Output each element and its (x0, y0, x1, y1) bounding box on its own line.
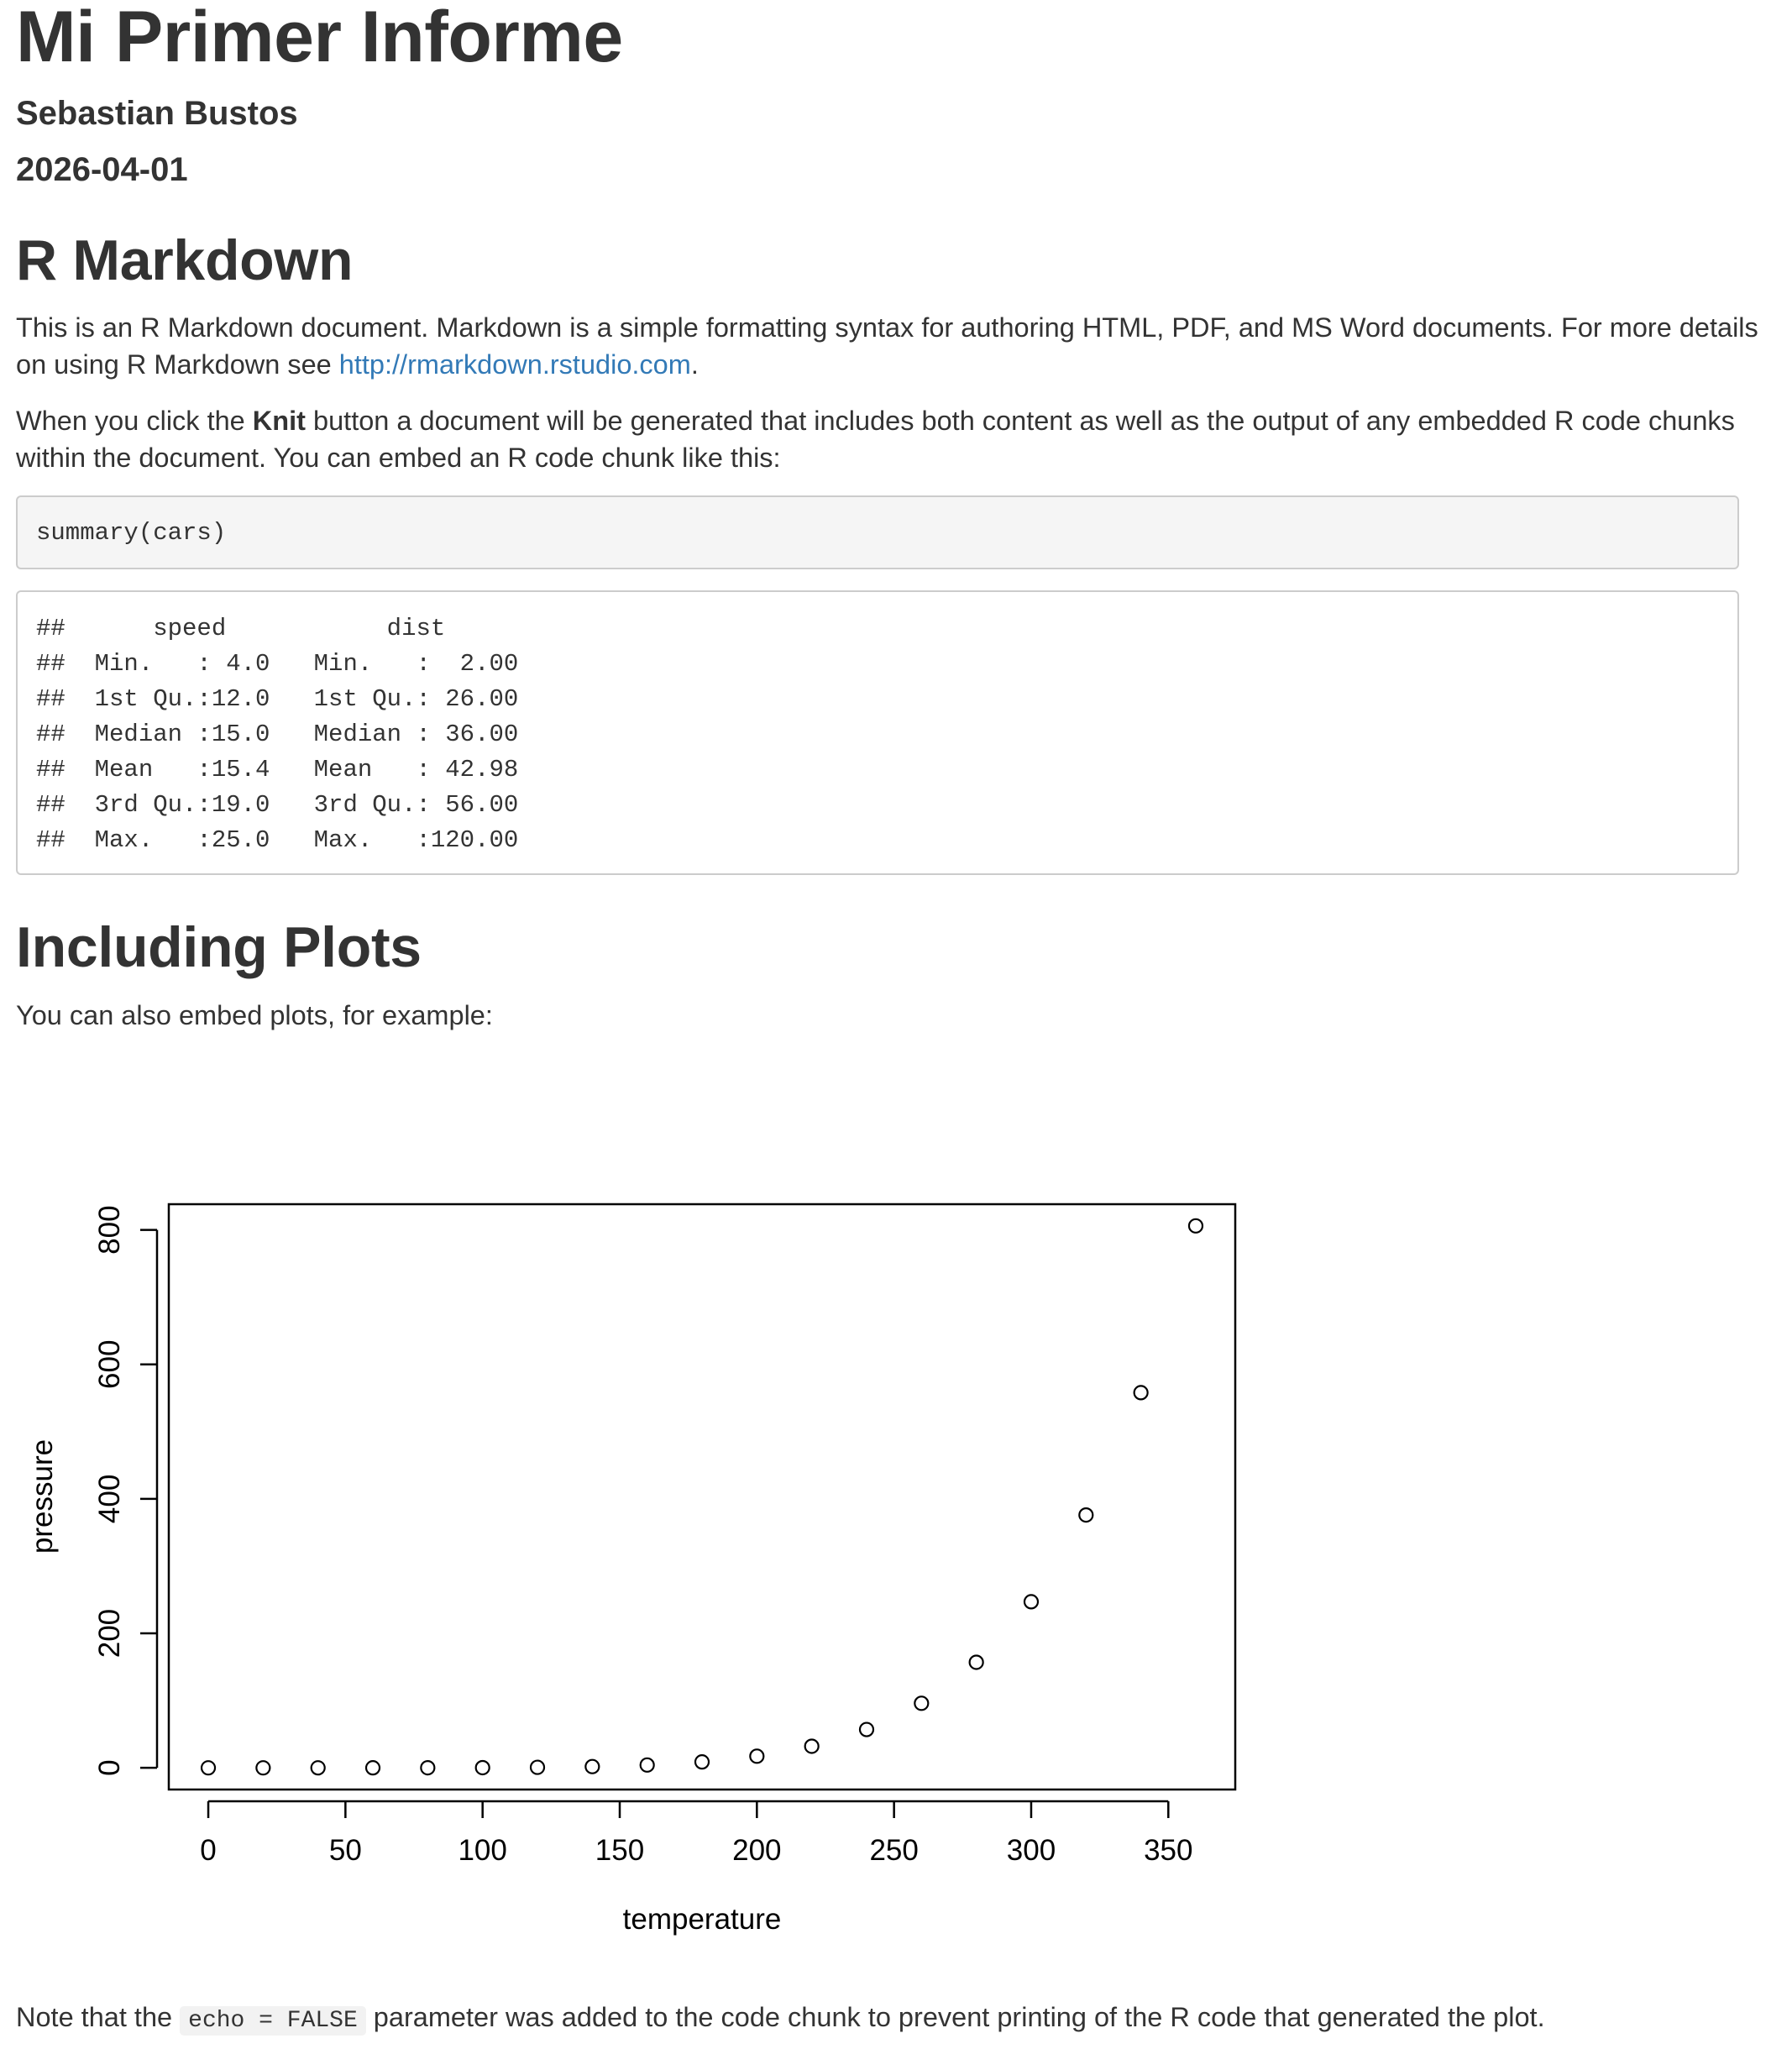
data-point (1024, 1595, 1038, 1608)
output-line: ## Max. :25.0 Max. :120.00 (36, 826, 548, 854)
x-axis-label: temperature (622, 1903, 782, 1936)
y-tick-label: 600 (93, 1339, 126, 1389)
x-tick-label: 150 (595, 1834, 645, 1867)
paragraph-knit (16, 402, 1779, 476)
x-tick-label: 50 (328, 1834, 362, 1867)
code-chunk-source[interactable] (16, 495, 1739, 569)
y-tick-label: 400 (93, 1474, 126, 1524)
y-tick-label: 800 (93, 1205, 126, 1255)
note-start: Note that the (16, 2002, 181, 2032)
inline-code-echo-false: echo = FALSE (180, 2006, 366, 2036)
data-point (531, 1761, 544, 1774)
data-points (202, 1219, 1203, 1774)
data-point (585, 1760, 599, 1774)
data-point (366, 1761, 380, 1774)
y-tick-label: 0 (93, 1759, 126, 1776)
data-point (312, 1761, 325, 1774)
paragraph-plots-intro: You can also embed plots, for example: (16, 1000, 493, 1030)
output-line: ## speed dist (36, 615, 548, 642)
date: 2026-04-01 (16, 151, 188, 188)
x-tick-label: 300 (1006, 1834, 1056, 1867)
x-tick-label: 100 (458, 1834, 507, 1867)
knit-bold: Knit (252, 406, 306, 436)
paragraph-knit-start: When you click the (16, 406, 253, 436)
output-line: ## 1st Qu.:12.0 1st Qu.: 26.00 (36, 685, 548, 713)
x-tick-label: 350 (1144, 1834, 1193, 1867)
y-axis-label: pressure (26, 1438, 59, 1554)
data-point (421, 1761, 434, 1774)
data-point (1134, 1386, 1148, 1399)
data-point (202, 1761, 215, 1774)
plot-box (169, 1204, 1235, 1790)
code-source-text: summary(cars) (36, 519, 227, 547)
data-point (914, 1696, 928, 1710)
paragraph-intro-text: This is an R Markdown document. Markdown is a simple formatting syntax for authoring HTML, PDF, and MS Word documents. For more details on using R Markdown see (16, 312, 1758, 380)
data-point (805, 1739, 819, 1753)
author: Sebastian Bustos (16, 95, 298, 132)
x-tick-label: 0 (200, 1834, 217, 1867)
data-point (1079, 1508, 1092, 1522)
data-point (256, 1761, 270, 1774)
x-tick-label: 250 (869, 1834, 919, 1867)
data-point (750, 1749, 763, 1763)
pressure-scatter-plot (0, 1176, 1260, 1957)
output-line: ## Min. : 4.0 Min. : 2.00 (36, 650, 548, 678)
data-point (695, 1755, 709, 1769)
paragraph-intro (16, 309, 1779, 383)
section-heading-r-markdown: R Markdown (16, 228, 354, 292)
data-point (1189, 1219, 1203, 1233)
y-axis (93, 1205, 157, 1776)
data-point (860, 1723, 873, 1737)
section-heading-including-plots: Including Plots (16, 915, 422, 979)
code-chunk-output[interactable] (16, 590, 1739, 875)
output-line: ## Median :15.0 Median : 36.00 (36, 721, 548, 748)
paragraph-note (16, 1999, 1779, 2040)
x-axis (200, 1801, 1192, 1867)
x-tick-label: 200 (732, 1834, 782, 1867)
paragraph-knit-end: button a document will be generated that includes both content as well as the output of any embedded R code chunks within the document. You can embed an R code chunk like this: (16, 406, 1735, 473)
data-point (641, 1758, 654, 1772)
data-point (476, 1761, 490, 1774)
output-line: ## Mean :15.4 Mean : 42.98 (36, 756, 548, 783)
data-point (970, 1655, 983, 1669)
output-line: ## 3rd Qu.:19.0 3rd Qu.: 56.00 (36, 791, 548, 819)
paragraph-intro-end: . (690, 349, 699, 380)
document-title: Mi Primer Informe (16, 0, 623, 77)
note-end: parameter was added to the code chunk to prevent printing of the R code that generated the plot. (365, 2002, 1545, 2032)
y-tick-label: 200 (93, 1608, 126, 1659)
rmarkdown-link[interactable]: http://rmarkdown.rstudio.com (338, 349, 691, 380)
